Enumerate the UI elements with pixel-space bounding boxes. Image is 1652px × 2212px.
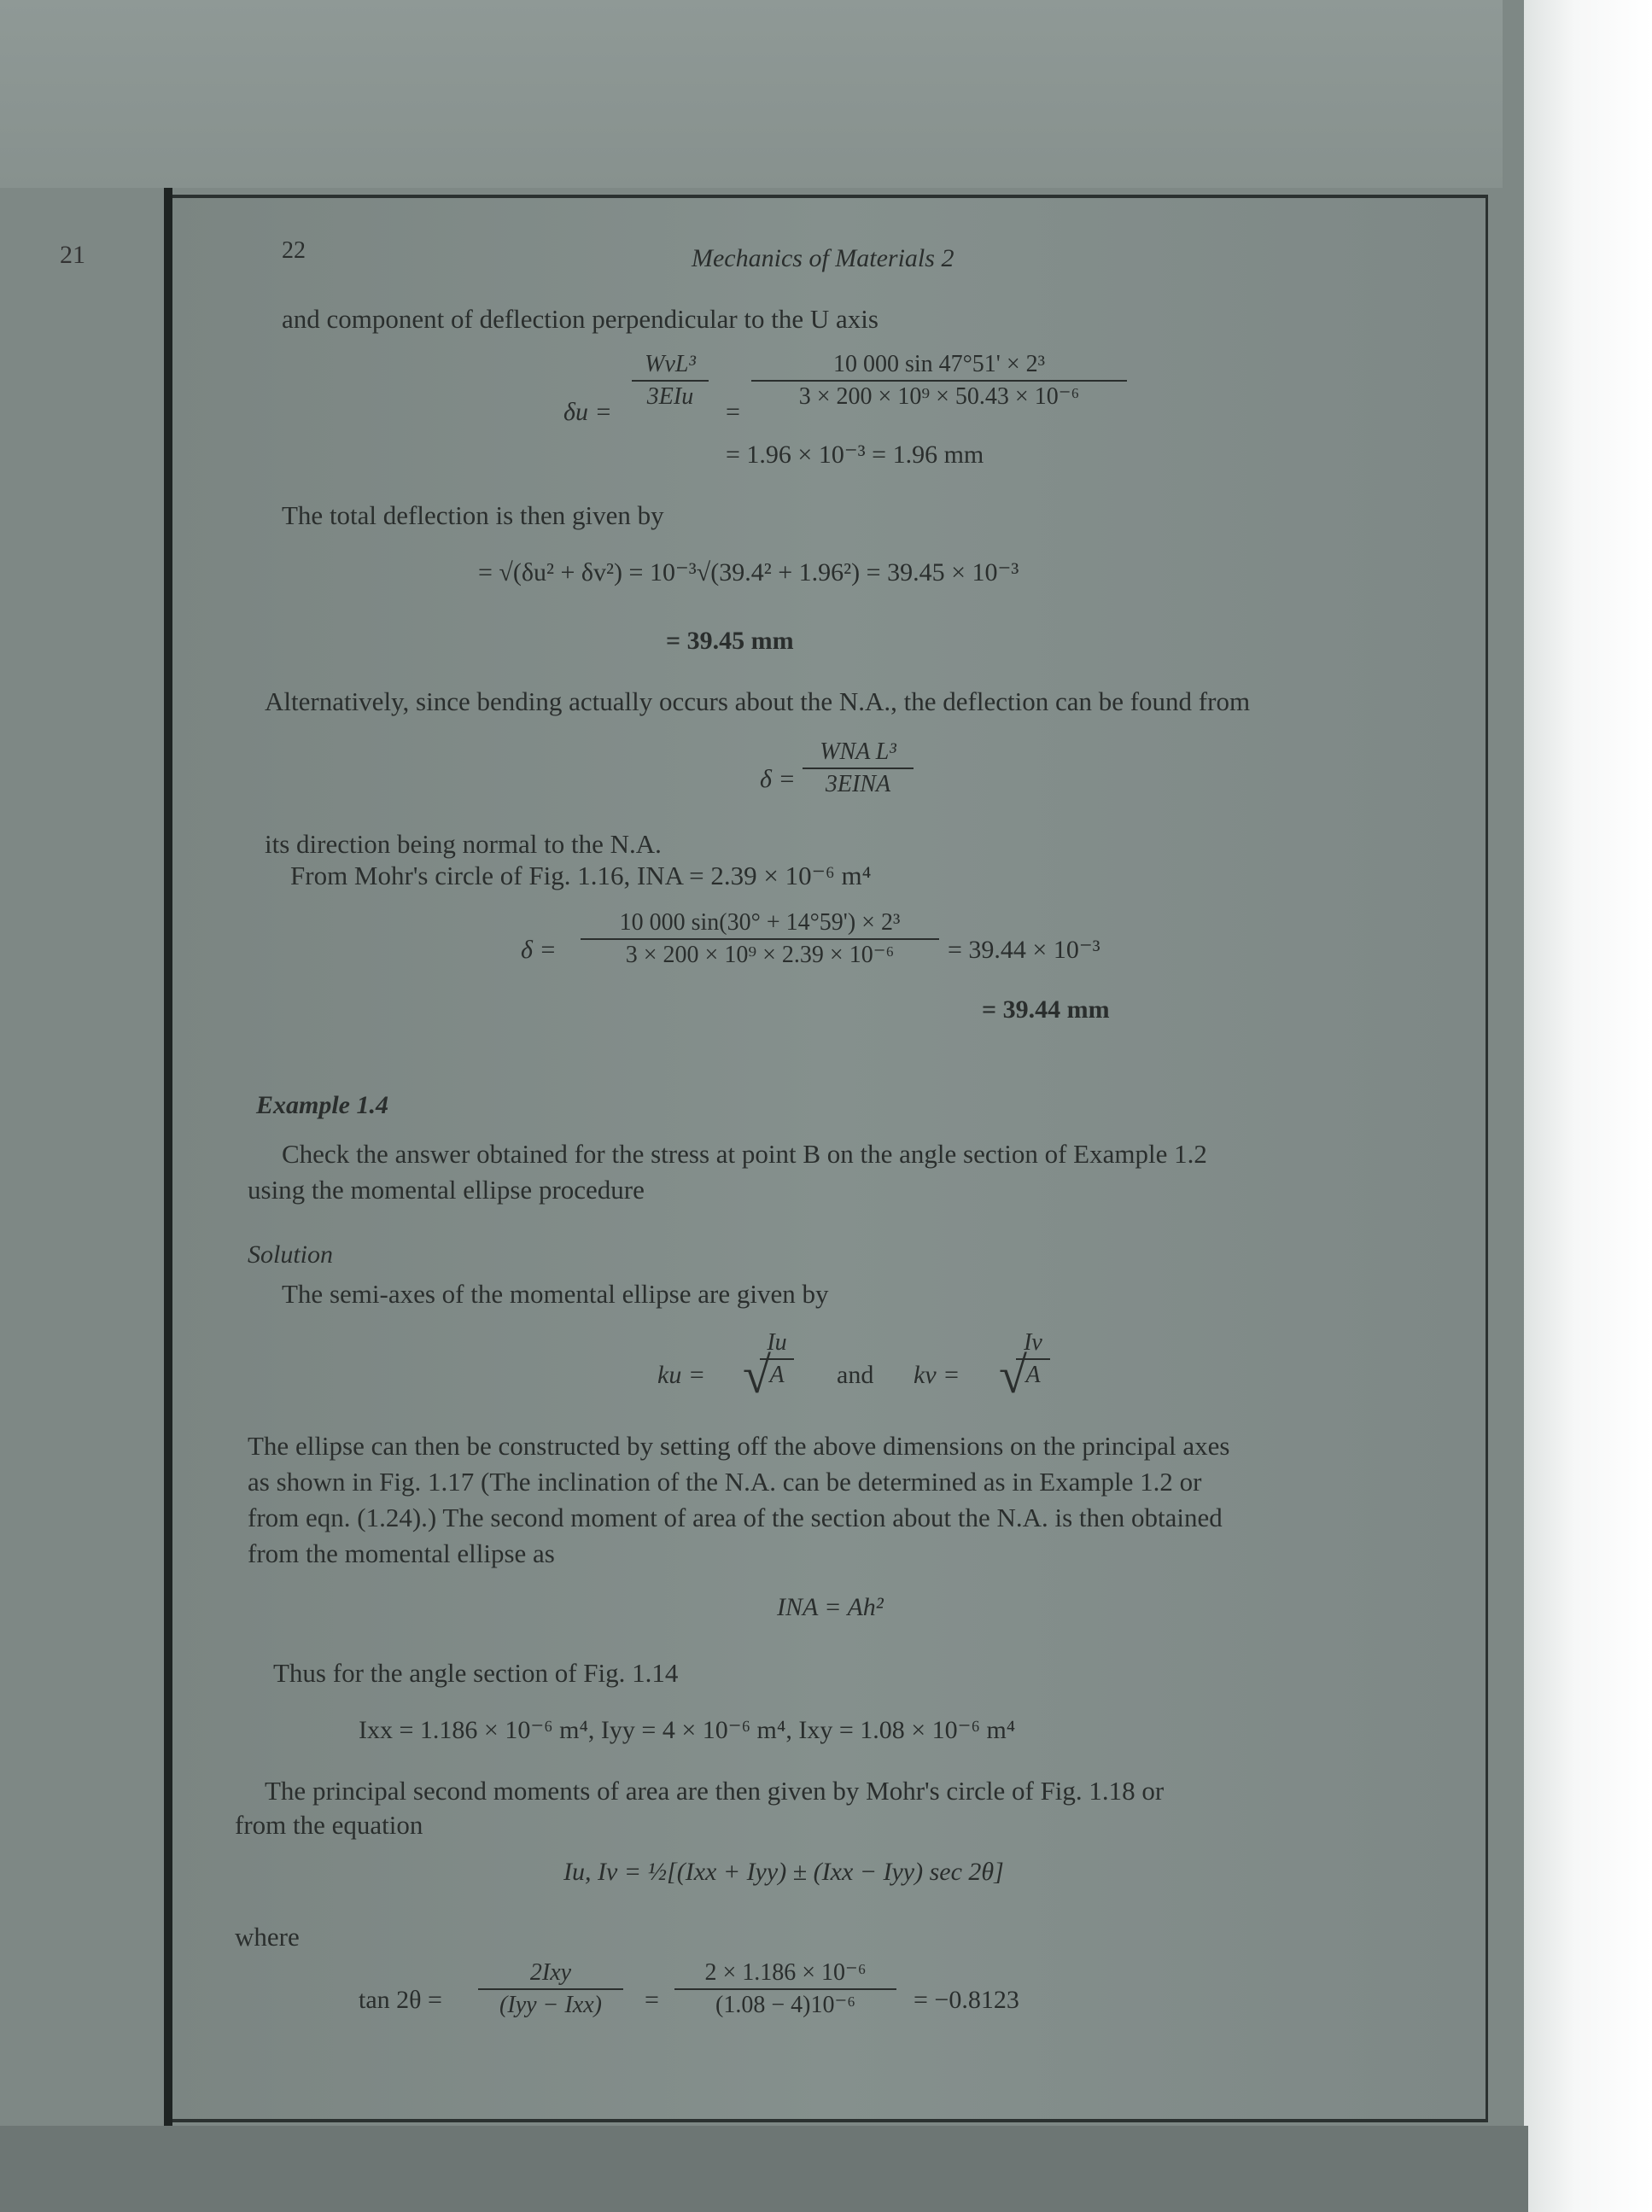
eq9-den1: (Iyy − Ixx) [499,1992,602,2019]
eq4-num: 10 000 sin(30° + 14°59') × 2³ [619,909,901,936]
text-line: The ellipse can then be constructed by setting off the above dimensions on the principal axes [248,1431,1230,1461]
eq1-den2: 3 × 200 × 10⁹ × 50.43 × 10⁻⁶ [798,383,1080,411]
eq7: Ixx = 1.186 × 10⁻⁶ m⁴, Iyy = 4 × 10⁻⁶ m⁴, Ixy = 1.08 × 10⁻⁶ m⁴ [359,1716,1016,1744]
eq1-num2: 10 000 sin 47°51' × 2³ [832,351,1046,377]
eq9-lhs: tan 2θ = [359,1986,442,2014]
eq5-b-lhs: kv = [914,1361,960,1389]
fraction-bar [478,1988,623,1990]
text-line: The total deflection is then given by [282,500,664,530]
eq1-den1: 3EIu [646,383,694,411]
text-line: The semi-axes of the momental ellipse are given by [282,1279,829,1309]
eq5-a-den: A [769,1362,785,1389]
text-line: and component of deflection perpendicular to the U axis [282,304,879,334]
text-line: From Mohr's circle of Fig. 1.16, INA = 2.39 × 10⁻⁶ m⁴ [290,861,872,890]
solution-title: Solution [248,1240,334,1269]
eq4-result: = 39.44 mm [982,995,1110,1024]
eq3-num: WNA L³ [820,738,896,765]
example-title: Example 1.4 [256,1091,388,1119]
eq5-b-den: A [1025,1362,1041,1389]
eq1-frac2 [751,351,1127,411]
eq1-lhs: δu = [563,398,612,426]
eq6: INA = Ah² [777,1593,884,1621]
fraction-bar [803,767,914,769]
book-page [213,226,1468,2104]
left-page-number: 21 [60,241,85,269]
eq3-frac [803,738,914,798]
fraction-bar [674,1988,896,1990]
text-line: using the momental ellipse procedure [248,1175,645,1205]
eq1-result: = 1.96 × 10⁻³ = 1.96 mm [726,441,984,469]
eq4-den: 3 × 200 × 10⁹ × 2.39 × 10⁻⁶ [625,942,895,969]
eq5-a-num: Iu [767,1329,787,1356]
eq4-lhs: δ = [521,936,557,964]
fraction-bar [632,380,709,382]
eq1-frac1 [632,351,709,411]
text-line: where [235,1922,300,1952]
sqrt-sign: √ [743,1347,771,1404]
eq2: = √(δu² + δv²) = 10⁻³√(39.4² + 1.96²) = 39.45 × 10⁻³ [478,558,1019,587]
background-right [1524,0,1652,2212]
text-line: from eqn. (1.24).) The second moment of area of the section about the N.A. is then obtained [248,1503,1223,1532]
eq5-a-lhs: ku = [657,1361,706,1389]
eq1-eq: = [726,398,740,426]
fraction-bar [581,938,939,940]
fraction-bar [751,380,1127,382]
text-line: Thus for the angle section of Fig. 1.14 [273,1658,679,1688]
text-line: as shown in Fig. 1.17 (The inclination of the N.A. can be determined as in Example 1.2 or [248,1467,1202,1497]
background-top [0,0,1503,188]
running-head: Mechanics of Materials 2 [692,244,954,272]
eq1-num1: WvL³ [645,351,696,377]
text-line: from the equation [235,1810,423,1840]
text-line: its direction being normal to the N.A. [265,829,662,859]
page-number: 22 [282,237,306,264]
eq9-eq: = [645,1986,659,2014]
eq4-rhs: = 39.44 × 10⁻³ [948,936,1100,964]
eq9-num2: 2 × 1.186 × 10⁻⁶ [704,1959,867,1986]
eq3-lhs: δ = [760,765,796,793]
eq9-num1: 2Ixy [529,1959,572,1986]
eq9-den2: (1.08 − 4)10⁻⁶ [715,1992,855,2019]
eq9-frac1 [478,1959,623,2019]
eq4-frac [581,909,939,969]
book-spine [164,188,172,2126]
eq3-den: 3EINA [825,771,891,798]
bottom-strip [0,2126,1528,2212]
eq9-frac2 [674,1959,896,2019]
eq9-result: = −0.8123 [914,1986,1019,2014]
eq5-and: and [837,1361,874,1389]
eq8: Iu, Iv = ½[(Ixx + Iyy) ± (Ixx − Iyy) sec 2θ] [563,1858,1004,1886]
text-line: from the momental ellipse as [248,1538,555,1568]
text-line: Check the answer obtained for the stress at point B on the angle section of Example 1.2 [282,1139,1207,1169]
eq5-b-num: Iv [1024,1329,1042,1356]
text-line: Alternatively, since bending actually occurs about the N.A., the deflection can be found from [265,686,1251,716]
sqrt-sign: √ [999,1347,1027,1404]
text-line: The principal second moments of area are then given by Mohr's circle of Fig. 1.18 or [265,1776,1165,1806]
eq2-result: = 39.45 mm [666,627,794,655]
